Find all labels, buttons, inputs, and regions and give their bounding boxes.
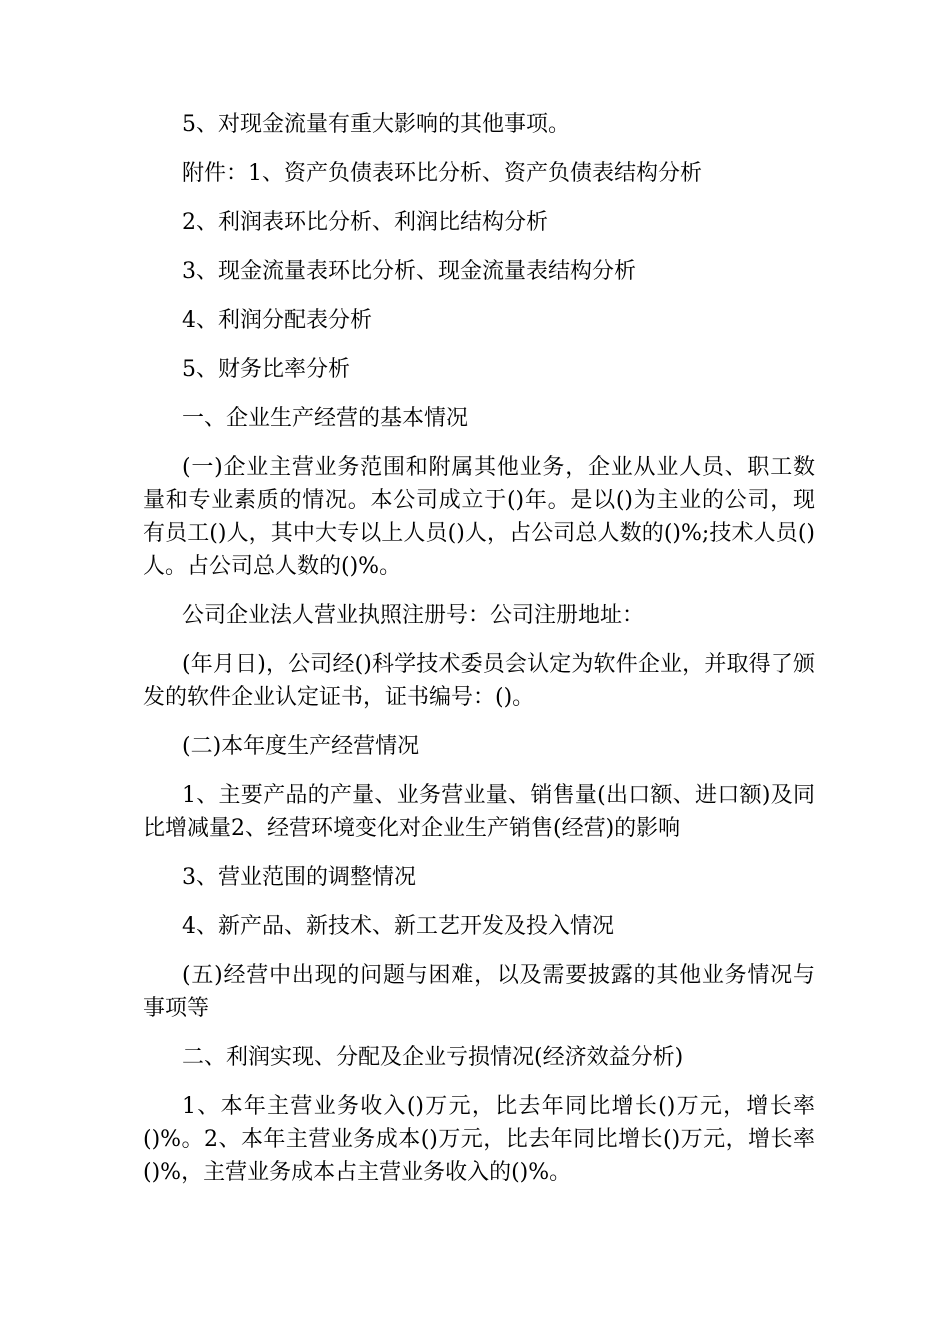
paragraph-8: (一)企业主营业务范围和附属其他业务，企业从业人员、职工数量和专业素质的情况。本公司成立于()年。是以()为主业的公司，现有员工()人，其中大专以上人员()人，占公司总人数的()%;技术人员()人。占公司总人数的()%。 bbox=[143, 455, 815, 579]
paragraph-15: (五)经营中出现的问题与困难，以及需要披露的其他业务情况与事项等 bbox=[143, 963, 815, 1021]
document-body bbox=[143, 108, 815, 1205]
paragraph-2: 附件：1、资产负债表环比分析、资产负债表结构分析 bbox=[182, 161, 702, 186]
paragraph-10: (年月日)，公司经()科学技术委员会认定为软件企业，并取得了颁发的软件企业认定证书，证书编号：()。 bbox=[143, 652, 815, 710]
subsection-heading-2: (二)本年度生产经营情况 bbox=[182, 734, 420, 759]
paragraph-5: 4、利润分配表分析 bbox=[182, 308, 372, 333]
paragraph-12: 1、主要产品的产量、业务营业量、销售量(出口额、进口额)及同比增减量2、经营环境变化对企业生产销售(经营)的影响 bbox=[143, 783, 815, 841]
paragraph-4: 3、现金流量表环比分析、现金流量表结构分析 bbox=[182, 259, 636, 284]
section-heading-1: 一、企业生产经营的基本情况 bbox=[182, 406, 469, 431]
paragraph-9: 公司企业法人营业执照注册号：公司注册地址： bbox=[182, 603, 645, 628]
paragraph-1: 5、对现金流量有重大影响的其他事项。 bbox=[182, 112, 570, 137]
paragraph-14: 4、新产品、新技术、新工艺开发及投入情况 bbox=[182, 914, 614, 939]
paragraph-6: 5、财务比率分析 bbox=[182, 357, 350, 382]
paragraph-13: 3、营业范围的调整情况 bbox=[182, 865, 416, 890]
section-heading-2: 二、利润实现、分配及企业亏损情况(经济效益分析) bbox=[182, 1045, 684, 1070]
paragraph-17: 1、本年主营业务收入()万元，比去年同比增长()万元，增长率()%。2、本年主营业务成本()万元，比去年同比增长()万元，增长率()%，主营业务成本占主营业务收入的()%。 bbox=[143, 1094, 815, 1185]
paragraph-3: 2、利润表环比分析、利润比结构分析 bbox=[182, 210, 548, 235]
